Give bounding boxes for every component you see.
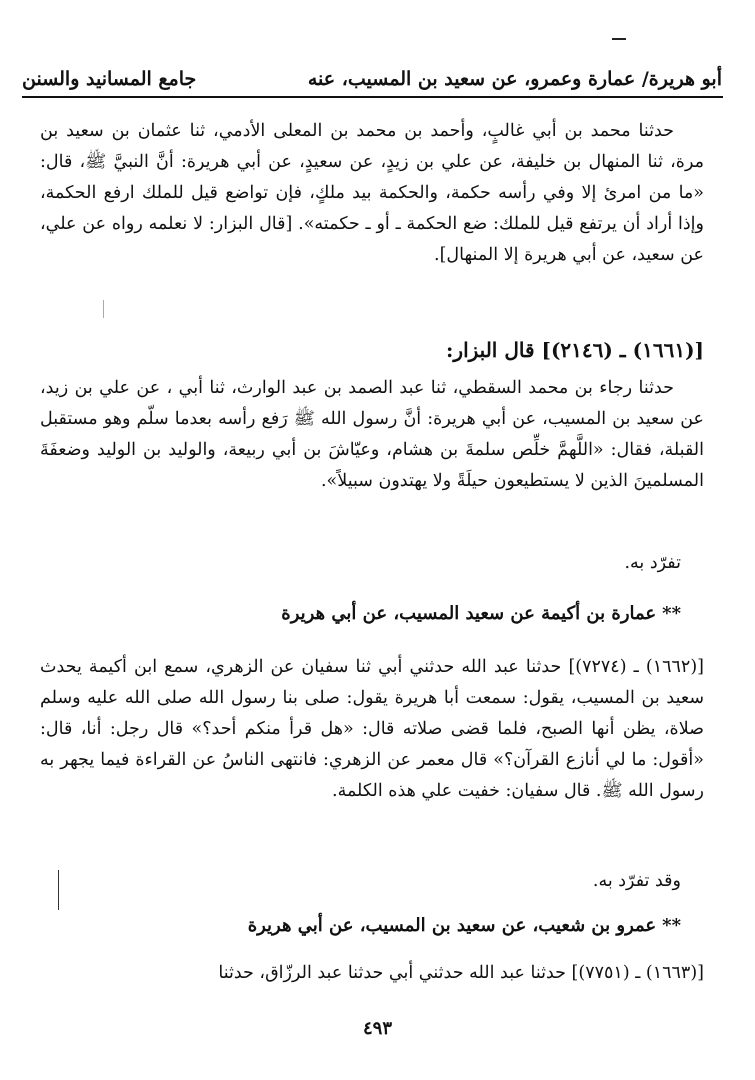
paragraph-hadith-1663: [(١٦٦٣) ـ (٧٧٥١)] حدثنا عبد الله حدثني أبي حدثنا عبد الرزّاق، حدثنا <box>218 963 704 983</box>
section-stars: ** <box>662 915 681 936</box>
section-title: عمارة بن أكيمة عن سعيد المسيب، عن أبي هريرة <box>281 603 657 624</box>
paragraph-hadith-wisdom: حدثنا محمد بن أبي غالبٍ، وأحمد بن محمد بن المعلى الأدمي، ثنا عثمان بن سعيد بن مرة، ثنا المنهال بن خليفة، عن علي بن زيدٍ، عن سعيدٍ، عن أبي هريرة: أنَّ النبيَّ ﷺ، قال: «ما من امرئ إلا وفي رأسه حكمة، والحكمة بيد ملكٍ، فإن تواضع قيل للملك ارفع الحكمة، وإذا أراد أن يرتفع قيل للملك: ضع الحكمة ـ أو ـ حكمته». [قال البزار: لا نعلمه رواه عن علي، عن سعيد، عن أبي هريرة إلا المنهال]. <box>40 121 704 265</box>
running-header <box>22 64 722 94</box>
note-tafarrud-1: تفرّد به. <box>624 553 681 573</box>
scan-line-artifact <box>58 870 59 910</box>
page-number: ٤٩٣ <box>362 1018 392 1039</box>
scan-mark <box>612 38 626 40</box>
scan-dust-artifact <box>103 300 104 318</box>
section-heading-umara <box>281 598 681 630</box>
section-stars: ** <box>662 603 681 624</box>
header-book-title: جامع المسانيد والسنن <box>22 68 197 90</box>
paragraph-hadith-1661: حدثنا رجاء بن محمد السقطي، ثنا عبد الصمد بن عبد الوارث، ثنا أبي ، عن علي بن زيد، عن سعيد بن المسيب، عن أبي هريرة: أنَّ رسول الله ﷺ رَفع رأسه بعدما سلّم وهو مستقبل القبلة، فقال: «اللَّهمَّ خلِّص سلمةَ بن هشام، وعيّاشَ بن أبي ربيعة، والوليد بن الوليد وضعفَةَ المسلمينَ الذين لا يستطيعون حيلَةً ولا يهتدون سبيلاً». <box>40 378 704 491</box>
paragraph-hadith-1662: [(١٦٦٢) ـ (٧٢٧٤)] حدثنا عبد الله حدثني أبي ثنا سفيان عن الزهري، سمع ابن أكيمة يحدث سعيد بن المسيب، يقول: سمعت أبا هريرة يقول: صلى بنا رسول الله صلى الله عليه وسلم صلاة، يظن أنها الصبح، فلما قضى صلاته قال: «هل قرأ منكم أحد؟» قال رجل: أنا، قال: «أقول: ما لي أنازع القرآن؟» قال معمر عن الزهري: فانتهى الناسُ عن القراءة فيما يجهر به رسول الله ﷺ. قال سفيان: خفيت علي هذه الكلمة. <box>40 657 704 801</box>
section-title: عمرو بن شعيب، عن سعيد بن المسيب، عن أبي هريرة <box>247 915 657 936</box>
header-divider <box>22 96 723 98</box>
section-heading-amr <box>248 910 681 942</box>
note-tafarrud-2: وقد تفرّد به. <box>592 871 681 891</box>
hadith-1661-heading: [(١٦٦١) ـ (٢١٤٦)] قال البزار: <box>446 338 704 362</box>
header-chapter-title: أبو هريرة/ عمارة وعمرو، عن سعيد بن المسيب، عنه <box>307 68 722 90</box>
